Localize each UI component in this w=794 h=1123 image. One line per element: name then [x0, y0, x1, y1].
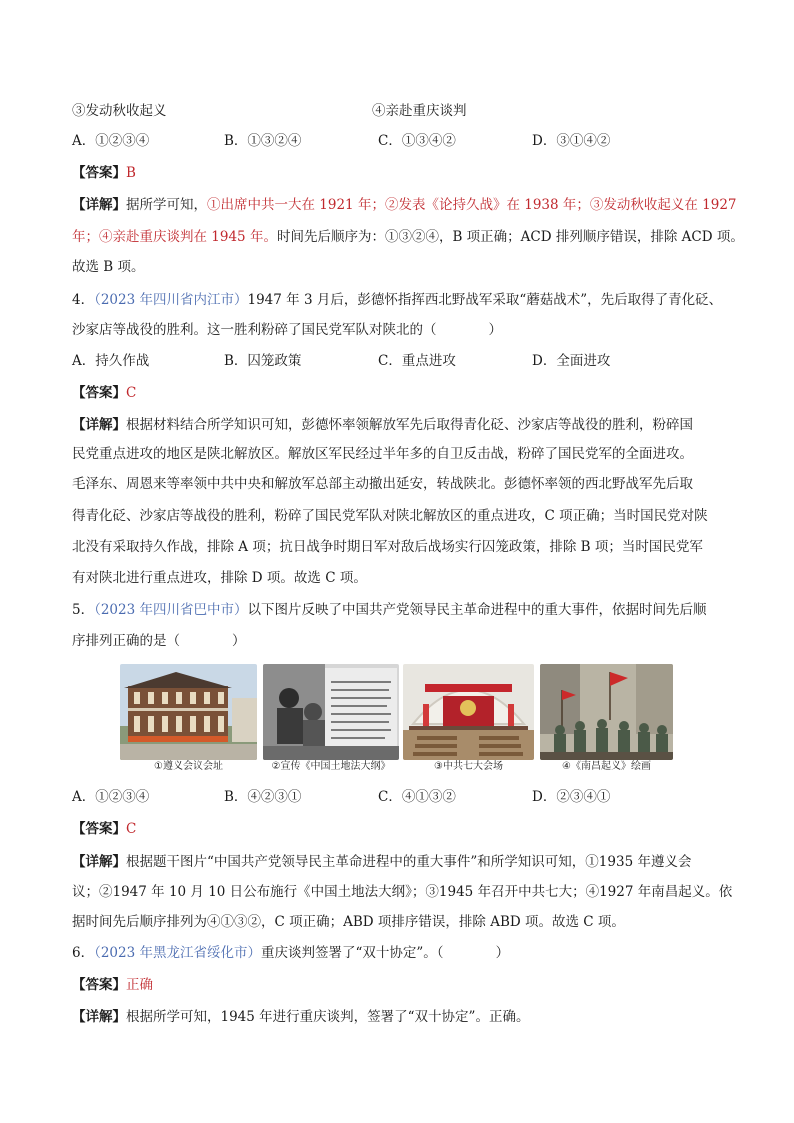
paren-close: ） [488, 322, 502, 338]
caption-photo-4: ④《南昌起义》绘画 [562, 761, 651, 772]
q4-detail-line-5: 北没有采取持久作战，排除 A 项；抗日战争时期日军对敌后战场实行囚笼政策，排除 B 项；当时国民党军 [72, 539, 703, 555]
q4-detail-line-1 [72, 415, 693, 435]
detail-tag: 【详解】 [72, 417, 126, 433]
q4-option-a: A．持久作战 [72, 353, 150, 369]
q4-detail-line-6: 有对陕北进行重点进攻，排除 D 项。故选 C 项。 [72, 570, 367, 586]
q4-detail-line-2: 民党重点进攻的地区是陕北解放区。解放区军民经过半年多的自卫反击战，粉碎了国民党军的全面进攻。 [72, 446, 693, 462]
detail-text: 时间先后顺序为：①③②④，B 项正确；ACD 排列顺序错误，排除 ACD 项。 [276, 229, 744, 245]
q3-answer [72, 163, 136, 183]
q4-detail-line-4: 得青化砭、沙家店等战役的胜利，粉碎了国民党军队对陕北解放区的重点进攻，C 项正确；当时国民党对陕 [72, 508, 708, 524]
q5-answer [72, 819, 136, 839]
q5-option-c: C．④①③② [378, 789, 456, 805]
q3-item-3: ③发动秋收起义 [72, 103, 167, 119]
caption-photo-1: ①遵义会议会址 [154, 761, 223, 772]
question-stem: 沙家店等战役的胜利。这一胜利粉碎了国民党军队对陕北的（ [72, 322, 437, 338]
photo-seventh-congress-hall [403, 664, 534, 760]
q4-detail-line-3: 毛泽东、周恩来等率领中共中央和解放军总部主动撤出延安，转战陕北。彭德怀率领的西北野战军先后取 [72, 476, 693, 492]
detail-tag: 【详解】 [72, 854, 126, 870]
answer-value: 正确 [126, 977, 153, 993]
q3-option-b: B．①③②④ [224, 133, 302, 149]
question-stem: 重庆谈判签署了“双十协定”。（ [261, 945, 444, 961]
answer-value: B [126, 165, 136, 181]
q5-option-d: D．②③④① [532, 789, 611, 805]
detail-text: 据所学可知， [126, 197, 207, 213]
q3-option-c: C．①③④② [378, 133, 456, 149]
detail-highlight: 年；④亲赴重庆谈判在 1945 年。 [72, 229, 277, 245]
answer-value: C [126, 385, 137, 401]
caption-photo-2: ②宣传《中国土地法大纲》 [271, 761, 391, 772]
q4-option-d: D．全面进攻 [532, 353, 611, 369]
q3-item-4: ④亲赴重庆谈判 [372, 103, 467, 119]
q3-option-a: A．①②③④ [72, 133, 150, 149]
answer-tag: 【答案】 [72, 821, 126, 837]
question-stem: 1947 年 3 月后，彭德怀指挥西北野战军采取“蘑菇战术”，先后取得了青化砭、 [247, 292, 723, 308]
detail-tag: 【详解】 [72, 1009, 126, 1025]
question-stem: 序排列正确的是（ [72, 633, 180, 649]
q5-detail-line-3: 据时间先后顺序排列为④①③②，C 项正确；ABD 项排序错误，排除 ABD 项。故选 C 项。 [72, 914, 625, 930]
question-number: 6． [72, 945, 95, 961]
q4-stem-line-2 [72, 320, 502, 340]
question-number: 5． [72, 602, 95, 618]
q5-option-b: B．④②③① [224, 789, 302, 805]
answer-value: C [126, 821, 137, 837]
photo-land-law-propaganda [263, 664, 399, 760]
question-number: 4． [72, 292, 95, 308]
answer-tag: 【答案】 [72, 385, 126, 401]
q4-option-b: B．囚笼政策 [224, 353, 302, 369]
detail-text: 根据题干图片“中国共产党领导民主革命进程中的重大事件”和所学知识可知，①1935 年遵义会 [126, 854, 692, 870]
q5-option-a: A．①②③④ [72, 789, 150, 805]
q4-option-c: C．重点进攻 [378, 353, 456, 369]
q5-detail-line-1 [72, 852, 691, 872]
q4-answer [72, 383, 136, 403]
q4-stem-line-1 [72, 290, 722, 310]
photo-zunyi-meeting-site [120, 664, 257, 760]
q6-detail [72, 1007, 529, 1027]
detail-text: 根据所学可知，1945 年进行重庆谈判，签署了“双十协定”。正确。 [126, 1009, 530, 1025]
q3-detail-line-2 [72, 227, 744, 247]
caption-photo-3: ③中共七大会场 [434, 761, 503, 772]
question-stem: 以下图片反映了中国共产党领导民主革命进程中的重大事件，依据时间先后顺 [247, 602, 707, 618]
question-source: （2023 年黑龙江省绥化市） [94, 945, 261, 961]
photo-nanchang-uprising-painting [540, 664, 673, 760]
q3-detail-line-3: 故选 B 项。 [72, 259, 145, 275]
answer-tag: 【答案】 [72, 977, 126, 993]
detail-tag: 【详解】 [72, 197, 126, 213]
q6-answer [72, 975, 153, 995]
detail-text: 根据材料结合所学知识可知，彭德怀率领解放军先后取得青化砭、沙家店等战役的胜利，粉碎国 [126, 417, 693, 433]
detail-highlight: ①出席中共一大在 1921 年；②发表《论持久战》在 1938 年；③发动秋收起义在 1927 [207, 197, 737, 213]
q5-stem-line-1 [72, 600, 707, 620]
q3-option-d: D．③①④② [532, 133, 611, 149]
question-source: （2023 年四川省内江市） [94, 292, 248, 308]
paren-close: ） [495, 945, 510, 961]
q5-stem-line-2 [72, 631, 246, 651]
question-source: （2023 年四川省巴中市） [94, 602, 248, 618]
q3-detail-line-1 [72, 195, 737, 215]
q5-detail-line-2: 议；②1947 年 10 月 10 日公布施行《中国土地法大纲》；③1945 年召开中共七大；④1927 年南昌起义。依 [72, 884, 733, 900]
answer-tag: 【答案】 [72, 165, 126, 181]
paren-close: ） [232, 633, 246, 649]
q6-stem [72, 943, 509, 963]
